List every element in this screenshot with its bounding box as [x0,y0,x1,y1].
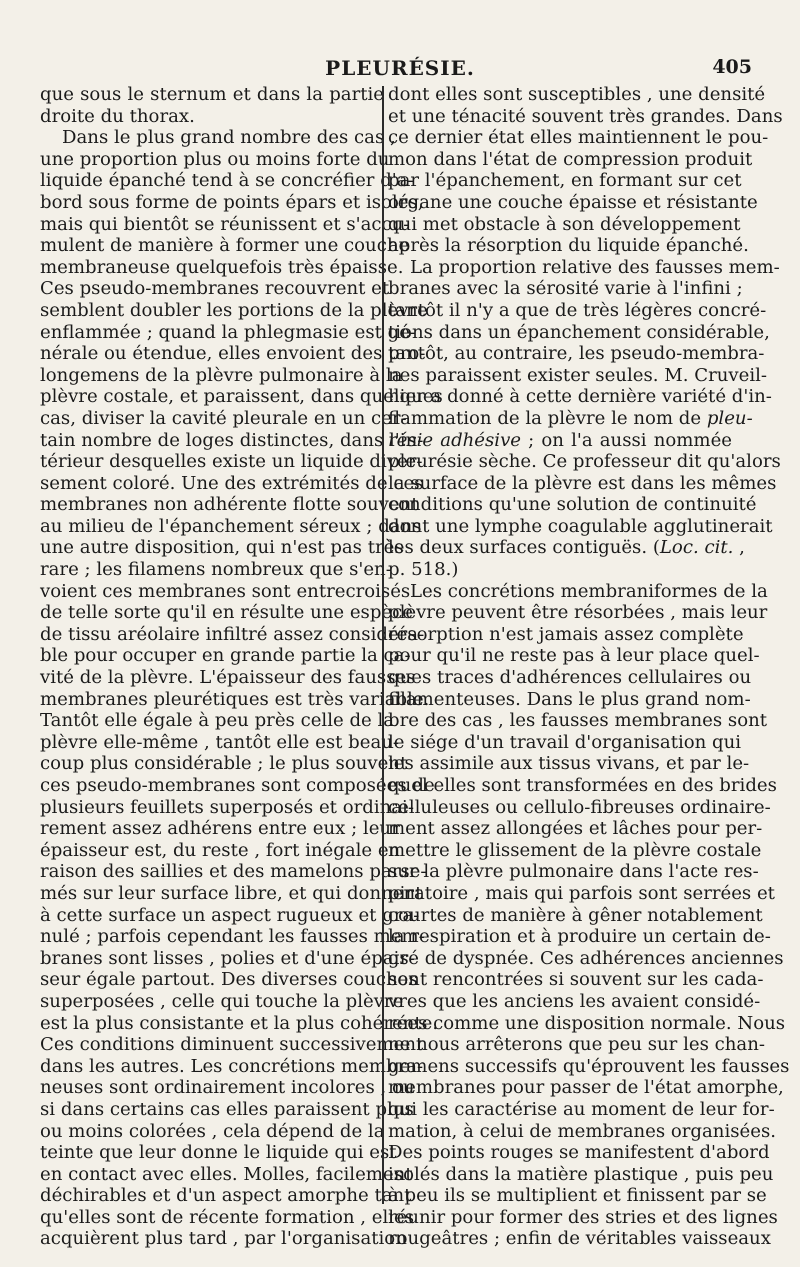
text-line: voient ces membranes sont entrecroisés [40,580,411,602]
text-line: de tissu aréolaire infiltré assez considéra- [40,623,425,645]
text-line: est la plus consistante et la plus cohérente. [40,1012,439,1034]
text-line: plèvre elle-même , tantôt elle est beau- [40,731,399,753]
text-line: dont elles sont susceptibles , une densité [388,84,766,105]
text-line: ou moins colorées , cela dépend de la [40,1120,385,1142]
text-line: celluleuses ou cellulo-fibreuses ordinaire- [388,796,771,818]
text-line: hier a donné à cette dernière variété d'in- [388,386,772,408]
text-line: plèvre costale, et paraissent, dans quelques [40,386,443,408]
text-line: le siége d'un travail d'organisation qui [388,731,742,753]
text-line: Dans le plus grand nombre des cas , [62,127,396,149]
text-line: raison des saillies et des mamelons parse- [40,861,427,883]
text-line: résie adhésive ; on l'a aussi nommée [388,429,732,451]
text-line: la respiration et à produire un certain de- [388,926,771,948]
text-line: mon dans l'état de compression produit [388,148,753,170]
text-line: courtes de manière à gêner notablement [388,904,763,926]
page-title: PLEURÉSIE. [325,56,475,80]
text-line: cas, diviser la cavité pleurale en un cer- [40,407,407,429]
text-line: rement assez adhérens entre eux ; leur [40,818,400,840]
text-line: tantôt il n'y a que de très légères concré- [388,299,767,321]
text-line: branes sont lisses , polies et d'une épais- [40,947,415,969]
text-line: par l'épanchement, en formant sur cet [388,170,742,192]
text-line: mais qui bientôt se réunissent et s'accu- [40,213,410,235]
text-line: pour qu'il ne reste pas à leur place quel- [388,645,760,667]
text-line: tions dans un épanchement considérable, [388,321,770,343]
text-line: que sous le sternum et dans la partie [40,84,384,105]
text-line: après la résorption du liquide épanché. [388,235,749,257]
text-line: mation, à celui de membranes organisées. [388,1120,776,1142]
text-line: ques traces d'adhérences cellulaires ou [388,667,752,689]
text-line: si dans certains cas elles paraissent plus [40,1098,414,1120]
text-line: La proportion relative des fausses mem- [410,256,780,278]
text-line: conditions qu'une solution de continuité [388,494,757,516]
text-line: résorption n'est jamais assez complète [388,623,744,645]
text-line: sement coloré. Une des extrémités de ces [40,472,424,494]
text-line: les assimile aux tissus vivans, et par le- [388,753,750,775]
text-line: ce dernier état elles maintiennent le pou- [388,127,769,149]
text-line: superposées , celle qui touche la plèvre [40,990,404,1012]
text-line: liquide épanché tend à se concréfier d'a- [40,170,414,192]
running-head [40,56,760,84]
text-line: Tantôt elle égale à peu près celle de la [40,710,395,732]
text-line: une proportion plus ou moins forte du [40,148,390,170]
text-line: de telle sorte qu'il en résulte une espèce [40,602,413,624]
text-line: réunir pour former des stries et des lignes [388,1206,778,1228]
text-line: més sur leur surface libre, et qui donnent [40,882,423,904]
text-line: et une ténacité souvent très grandes. Dans [388,105,783,127]
text-line: branes avec la sérosité varie à l'infini ; [388,278,743,300]
text-line: sont rencontrées si souvent sur les cada- [388,969,764,991]
text-line: ces pseudo-membranes sont composées de [40,775,435,796]
text-line: térieur desquelles existe un liquide diver- [40,451,423,473]
text-line: à cette surface un aspect rugueux et gra- [40,904,420,926]
text-line: qui met obstacle à son développement [388,213,741,235]
text-line: la surface de la plèvre est dans les mêmes [388,472,777,494]
text-line: au milieu de l'épanchement séreux ; dans [40,515,422,537]
text-line: Ces conditions diminuent successivement [40,1034,424,1056]
text-line: membraneuse quelquefois très épaisse. [40,256,404,278]
text-line: nulé ; parfois cependant les fausses mem- [40,926,425,948]
text-line: pleurésie sèche. Ce professeur dit qu'alors [388,451,781,473]
text-line: dont une lymphe coagulable agglutinerait [388,515,773,537]
text-line: épaisseur est, du reste , fort inégale en [40,839,401,861]
text-line: flammation de la plèvre le nom de pleu- [388,407,753,429]
text-line: bre des cas , les fausses membranes sont [388,710,768,732]
text-line: une autre disposition, qui n'est pas très [40,537,404,559]
column-divider [382,86,384,1204]
text-line: acquièrent plus tard , par l'organisation [40,1228,407,1250]
text-line: mulent de manière à former une couche [40,235,410,257]
text-line: tantôt, au contraire, les pseudo-membra- [388,343,765,365]
text-line: qu'elles sont de récente formation , elles [40,1206,415,1228]
text-line: membranes pleurétiques est très variable. [40,688,430,710]
text-line: enflammée ; quand la phlegmasie est gé- [40,321,417,343]
text-line: seur égale partout. Des diverses couches [40,969,418,991]
text-line: Ces pseudo-membranes recouvrent et [40,278,390,300]
text-line: bord sous forme de points épars et isolés, [40,191,424,213]
text-line: neuses sont ordinairement incolores , ou [40,1077,415,1099]
text-line: rougeâtres ; enfin de véritables vaisseaux [388,1228,771,1250]
text-line: rare ; les filamens nombreux que s'en- [40,559,392,581]
text-line: sur la plèvre pulmonaire dans l'acte res- [388,861,759,883]
text-line: mettre le glissement de la plèvre costale [388,839,762,861]
text-line: filamenteuses. Dans le plus grand nom- [388,688,751,710]
text-line: vité de la plèvre. L'épaisseur des fausses [40,667,416,689]
text-line: gemens successifs qu'éprouvent les fausses [388,1055,790,1077]
text-line: membranes non adhérente flotte souvent [40,494,419,516]
text-line: qui les caractérise au moment de leur for- [388,1098,775,1120]
text-line: semblent doubler les portions de la plèvre [40,299,428,321]
text-line: organe une couche épaisse et résistante [388,191,758,213]
text-line: Les concrétions membraniformes de la [410,580,768,602]
text-line: rées comme une disposition normale. Nous [388,1012,786,1034]
text-line: gré de dyspnée. Ces adhérences anciennes [388,947,784,969]
text-line: dans les autres. Les concrétions membra- [40,1055,424,1077]
text-line: les deux surfaces contiguës. (Loc. cit. , [388,537,745,559]
text-line: teinte que leur donne le liquide qui est [40,1142,397,1164]
text-line: Des points rouges se manifestent d'abord [388,1142,770,1164]
text-line: ble pour occuper en grande partie la ca- [40,645,411,667]
text-line: isolés dans la matière plastique , puis peu [388,1163,774,1185]
text-line: longemens de la plèvre pulmonaire à la [40,364,403,386]
right-text-column [388,84,790,1250]
text-line: p. 518.) [388,559,459,581]
text-line: tain nombre de loges distinctes, dans l'in- [40,429,424,451]
text-line: en contact avec elles. Molles, facilement [40,1163,413,1185]
text-line: ment assez allongées et lâches pour per- [388,818,763,840]
text-line: piratoire , mais qui parfois sont serrées et [388,882,775,904]
text-line: déchirables et d'un aspect amorphe tant [40,1185,412,1207]
text-line: coup plus considérable ; le plus souvent [40,753,408,775]
text-line: quel elles sont transformées en des brides [388,775,777,796]
text-line: nes paraissent exister seules. M. Cruveil- [388,364,768,386]
text-line: droite du thorax. [40,105,195,127]
page-number: 405 [712,56,752,78]
text-line: vres que les anciens les avaient considé- [388,990,761,1012]
text-line: plusieurs feuillets superposés et ordinai- [40,796,414,818]
text-line: ne nous arrêterons que peu sur les chan- [388,1034,765,1056]
text-line: plèvre peuvent être résorbées , mais leur [388,602,768,624]
text-line: nérale ou étendue, elles envoient des pro- [40,343,426,365]
text-line: à peu ils se multiplient et finissent par se [388,1185,767,1207]
text-line: membranes pour passer de l'état amorphe, [388,1077,784,1099]
